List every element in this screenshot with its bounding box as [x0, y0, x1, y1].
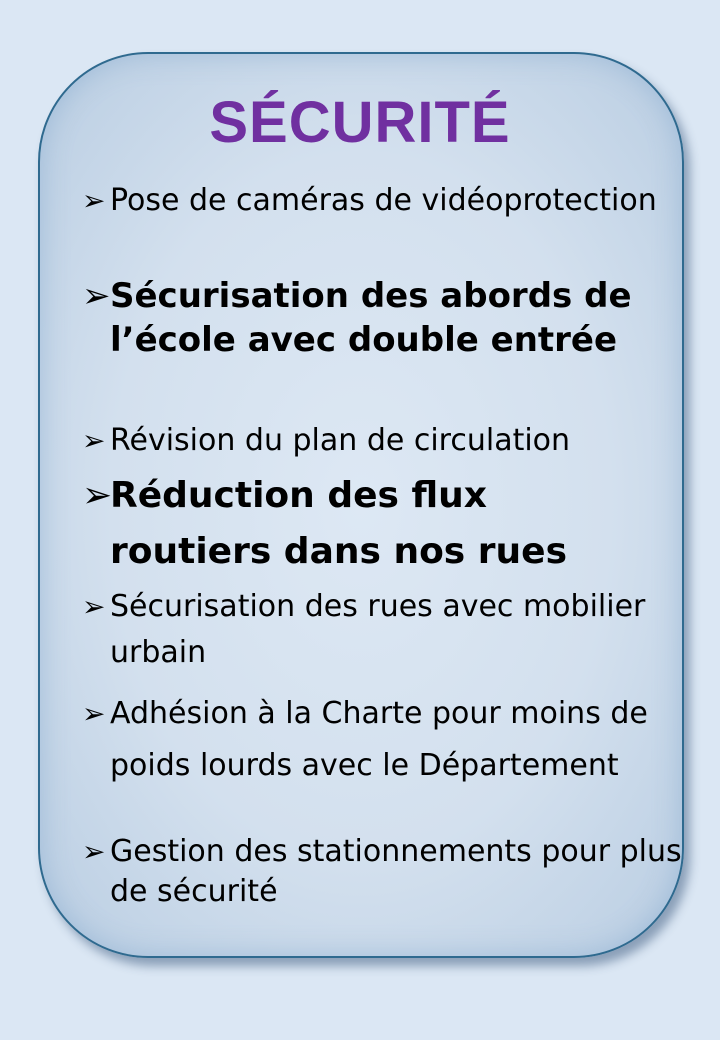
- list-item: [82, 418, 682, 464]
- list-item-text: Sécurisation des abords de l’école avec double entrée: [110, 276, 632, 360]
- list-item: [82, 178, 682, 224]
- list-item-text: Révision du plan de circulation: [110, 423, 571, 458]
- list-item-text: Sécurisation des rues avec mobilier urbain: [110, 589, 646, 670]
- arrow-bullet-icon: ➢: [82, 424, 106, 457]
- page-title: SÉCURITÉ: [209, 90, 511, 155]
- arrow-bullet-icon: ➢: [82, 697, 106, 730]
- arrow-bullet-icon: ➢: [82, 835, 106, 868]
- list-item-text: Gestion des stationnements pour plus de sécurité: [110, 834, 682, 909]
- list-item-text: Adhésion à la Charte pour moins de poids lourds avec le Département: [110, 696, 648, 783]
- list-item: [82, 832, 682, 912]
- list-item: [82, 274, 642, 362]
- arrow-bullet-icon: ➢: [82, 184, 106, 217]
- list-item-text: Réduction des flux routiers dans nos rues: [110, 475, 567, 572]
- list-item: [82, 468, 642, 580]
- arrow-bullet-icon: ➢: [82, 590, 106, 623]
- list-item: [82, 688, 682, 792]
- arrow-bullet-icon: ➢: [82, 276, 111, 316]
- list-item: [82, 584, 682, 676]
- list-item-text: Pose de caméras de vidéoprotection: [110, 183, 657, 218]
- arrow-bullet-icon: ➢: [82, 475, 113, 516]
